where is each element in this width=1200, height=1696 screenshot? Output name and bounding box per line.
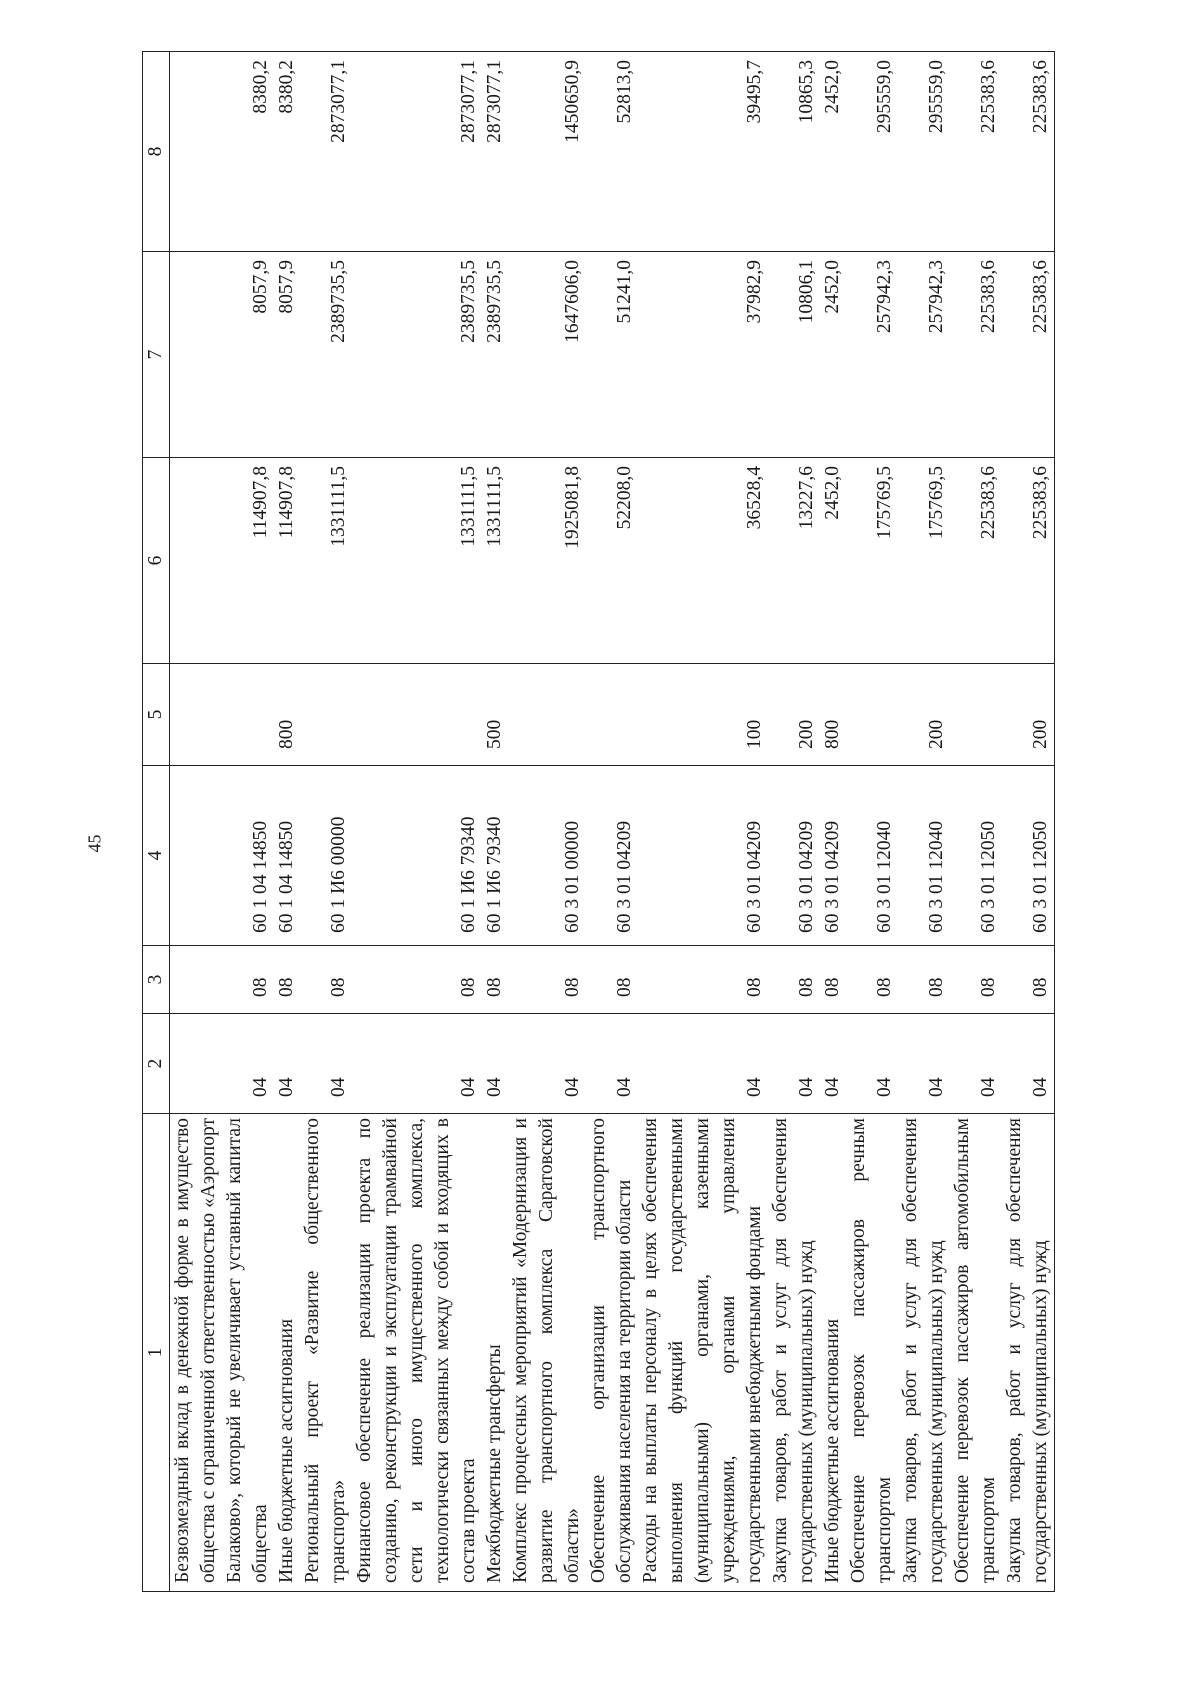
row-amount-3: 8380,2 xyxy=(170,52,275,252)
table-header xyxy=(143,52,170,1592)
row-expense-type xyxy=(950,664,1002,766)
table-row xyxy=(950,52,1002,1592)
row-amount-1: 52208,0 xyxy=(586,458,638,664)
row-amount-3: 10865,3 xyxy=(768,52,820,252)
table-row xyxy=(352,52,482,1592)
row-amount-3: 295559,0 xyxy=(846,52,898,252)
row-target-code: 60 3 01 12050 xyxy=(950,766,1002,946)
row-amount-1: 114907,8 xyxy=(274,458,300,664)
row-section: 04 xyxy=(1002,1014,1055,1114)
table-body xyxy=(170,52,1055,1592)
row-name: Закупка товаров, работ и услуг для обеспечения государственных (муниципальных) нужд xyxy=(898,1114,950,1592)
row-target-code: 60 1 04 14850 xyxy=(170,766,275,946)
row-subsection: 08 xyxy=(638,946,768,1014)
row-target-code: 60 1 04 14850 xyxy=(274,766,300,946)
table-row xyxy=(1002,52,1055,1592)
row-amount-2: 257942,3 xyxy=(898,252,950,458)
table-row xyxy=(768,52,820,1592)
row-amount-1: 2452,0 xyxy=(820,458,846,664)
row-name: Региональный проект «Развитие общественного транспорта» xyxy=(300,1114,352,1592)
row-target-code: 60 3 01 12040 xyxy=(846,766,898,946)
row-amount-1: 1331111,5 xyxy=(482,458,508,664)
row-amount-2: 8057,9 xyxy=(170,252,275,458)
row-amount-3: 2873077,1 xyxy=(482,52,508,252)
col-header-4: 4 xyxy=(143,766,170,946)
row-amount-2: 257942,3 xyxy=(846,252,898,458)
table-row xyxy=(846,52,898,1592)
page-number: 45 xyxy=(84,834,105,853)
row-subsection: 08 xyxy=(1002,946,1055,1014)
row-section: 04 xyxy=(846,1014,898,1114)
budget-table xyxy=(142,51,1055,1592)
row-amount-1: 175769,5 xyxy=(846,458,898,664)
row-amount-3: 2873077,1 xyxy=(300,52,352,252)
row-expense-type xyxy=(846,664,898,766)
row-name: Расходы на выплаты персоналу в целях обеспечения выполнения функций государственными (муниципальными) органами, казенными учреждениями, органами управления государственными внебюджетными фондами xyxy=(638,1114,768,1592)
table-row xyxy=(482,52,508,1592)
row-expense-type: 200 xyxy=(1002,664,1055,766)
row-expense-type: 200 xyxy=(768,664,820,766)
row-subsection: 08 xyxy=(768,946,820,1014)
row-section: 04 xyxy=(170,1014,275,1114)
row-subsection: 08 xyxy=(508,946,586,1014)
row-amount-2: 2389735,5 xyxy=(482,252,508,458)
row-expense-type: 800 xyxy=(274,664,300,766)
table-row xyxy=(274,52,300,1592)
row-section: 04 xyxy=(820,1014,846,1114)
row-amount-2: 2452,0 xyxy=(820,252,846,458)
row-name: Закупка товаров, работ и услуг для обеспечения государственных (муниципальных) нужд xyxy=(768,1114,820,1592)
table-row xyxy=(300,52,352,1592)
row-target-code: 60 1 И6 00000 xyxy=(300,766,352,946)
row-name: Иные бюджетные ассигнования xyxy=(820,1114,846,1592)
row-amount-1: 1925081,8 xyxy=(508,458,586,664)
row-subsection: 08 xyxy=(846,946,898,1014)
table-row xyxy=(638,52,768,1592)
row-name: Обеспечение перевозок пассажиров автомобильным транспортом xyxy=(950,1114,1002,1592)
row-name: Комплекс процессных мероприятий «Модернизация и развитие транспортного комплекса Саратовской области» xyxy=(508,1114,586,1592)
row-amount-2: 225383,6 xyxy=(950,252,1002,458)
row-target-code: 60 3 01 12050 xyxy=(1002,766,1055,946)
row-name: Безвозмездный вклад в денежной форме в имущество общества с ограниченной ответственностью «Аэропорт Балаково», который не увеличивает уставный капитал общества xyxy=(170,1114,275,1592)
row-name: Обеспечение организации транспортного обслуживания населения на территории области xyxy=(586,1114,638,1592)
row-name: Иные бюджетные ассигнования xyxy=(274,1114,300,1592)
row-subsection: 08 xyxy=(950,946,1002,1014)
row-amount-3: 225383,6 xyxy=(950,52,1002,252)
row-amount-3: 1450650,9 xyxy=(508,52,586,252)
row-expense-type xyxy=(508,664,586,766)
row-section: 04 xyxy=(768,1014,820,1114)
row-amount-3: 225383,6 xyxy=(1002,52,1055,252)
row-amount-2: 37982,9 xyxy=(638,252,768,458)
row-amount-1: 225383,6 xyxy=(1002,458,1055,664)
row-section: 04 xyxy=(482,1014,508,1114)
row-section: 04 xyxy=(898,1014,950,1114)
row-section: 04 xyxy=(638,1014,768,1114)
row-subsection: 08 xyxy=(352,946,482,1014)
row-subsection: 08 xyxy=(482,946,508,1014)
row-amount-3: 2873077,1 xyxy=(352,52,482,252)
row-amount-2: 2389735,5 xyxy=(352,252,482,458)
row-amount-3: 2452,0 xyxy=(820,52,846,252)
row-name: Закупка товаров, работ и услуг для обеспечения государственных (муниципальных) нужд xyxy=(1002,1114,1055,1592)
table-row xyxy=(170,52,275,1592)
row-section: 04 xyxy=(508,1014,586,1114)
row-amount-3: 39495,7 xyxy=(638,52,768,252)
row-name: Межбюджетные трансферты xyxy=(482,1114,508,1592)
row-target-code: 60 3 01 04209 xyxy=(586,766,638,946)
row-amount-1: 175769,5 xyxy=(898,458,950,664)
row-expense-type xyxy=(170,664,275,766)
header-row xyxy=(143,52,170,1592)
col-header-3: 3 xyxy=(143,946,170,1014)
row-expense-type: 500 xyxy=(482,664,508,766)
row-amount-2: 2389735,5 xyxy=(300,252,352,458)
row-subsection: 08 xyxy=(170,946,275,1014)
row-amount-1: 36528,4 xyxy=(638,458,768,664)
row-subsection: 08 xyxy=(898,946,950,1014)
row-expense-type xyxy=(352,664,482,766)
row-name: Обеспечение перевозок пассажиров речным транспортом xyxy=(846,1114,898,1592)
row-target-code: 60 1 И6 79340 xyxy=(482,766,508,946)
row-amount-1: 1331111,5 xyxy=(300,458,352,664)
row-expense-type xyxy=(586,664,638,766)
col-header-1: 1 xyxy=(143,1114,170,1592)
row-expense-type xyxy=(300,664,352,766)
row-subsection: 08 xyxy=(586,946,638,1014)
row-amount-3: 295559,0 xyxy=(898,52,950,252)
row-subsection: 08 xyxy=(820,946,846,1014)
row-expense-type: 100 xyxy=(638,664,768,766)
row-subsection: 08 xyxy=(300,946,352,1014)
row-target-code: 60 3 01 04209 xyxy=(820,766,846,946)
row-amount-3: 52813,0 xyxy=(586,52,638,252)
row-amount-1: 1331111,5 xyxy=(352,458,482,664)
col-header-8: 8 xyxy=(143,52,170,252)
col-header-6: 6 xyxy=(143,458,170,664)
row-amount-1: 114907,8 xyxy=(170,458,275,664)
row-section: 04 xyxy=(300,1014,352,1114)
row-amount-2: 51241,0 xyxy=(586,252,638,458)
table-row xyxy=(820,52,846,1592)
row-amount-3: 8380,2 xyxy=(274,52,300,252)
row-target-code: 60 3 01 12040 xyxy=(898,766,950,946)
col-header-7: 7 xyxy=(143,252,170,458)
row-target-code: 60 3 01 04209 xyxy=(638,766,768,946)
row-section: 04 xyxy=(274,1014,300,1114)
table-row xyxy=(898,52,950,1592)
col-header-5: 5 xyxy=(143,664,170,766)
row-subsection: 08 xyxy=(274,946,300,1014)
row-amount-2: 1647606,0 xyxy=(508,252,586,458)
row-name: Финансовое обеспечение реализации проекта по созданию, реконструкции и эксплуатации трамвайной сети и иного имущественного комплекса, технологически связанных между собой и входящих в состав проекта xyxy=(352,1114,482,1592)
table-row xyxy=(586,52,638,1592)
row-expense-type: 200 xyxy=(898,664,950,766)
col-header-2: 2 xyxy=(143,1014,170,1114)
row-section: 04 xyxy=(352,1014,482,1114)
row-amount-2: 8057,9 xyxy=(274,252,300,458)
row-section: 04 xyxy=(586,1014,638,1114)
row-amount-2: 225383,6 xyxy=(1002,252,1055,458)
row-target-code: 60 3 01 00000 xyxy=(508,766,586,946)
row-expense-type: 800 xyxy=(820,664,846,766)
table-row xyxy=(508,52,586,1592)
row-amount-1: 225383,6 xyxy=(950,458,1002,664)
row-section: 04 xyxy=(950,1014,1002,1114)
row-amount-1: 13227,6 xyxy=(768,458,820,664)
row-target-code: 60 3 01 04209 xyxy=(768,766,820,946)
row-amount-2: 10806,1 xyxy=(768,252,820,458)
row-target-code: 60 1 И6 79340 xyxy=(352,766,482,946)
rotated-page-content xyxy=(142,52,1200,1592)
